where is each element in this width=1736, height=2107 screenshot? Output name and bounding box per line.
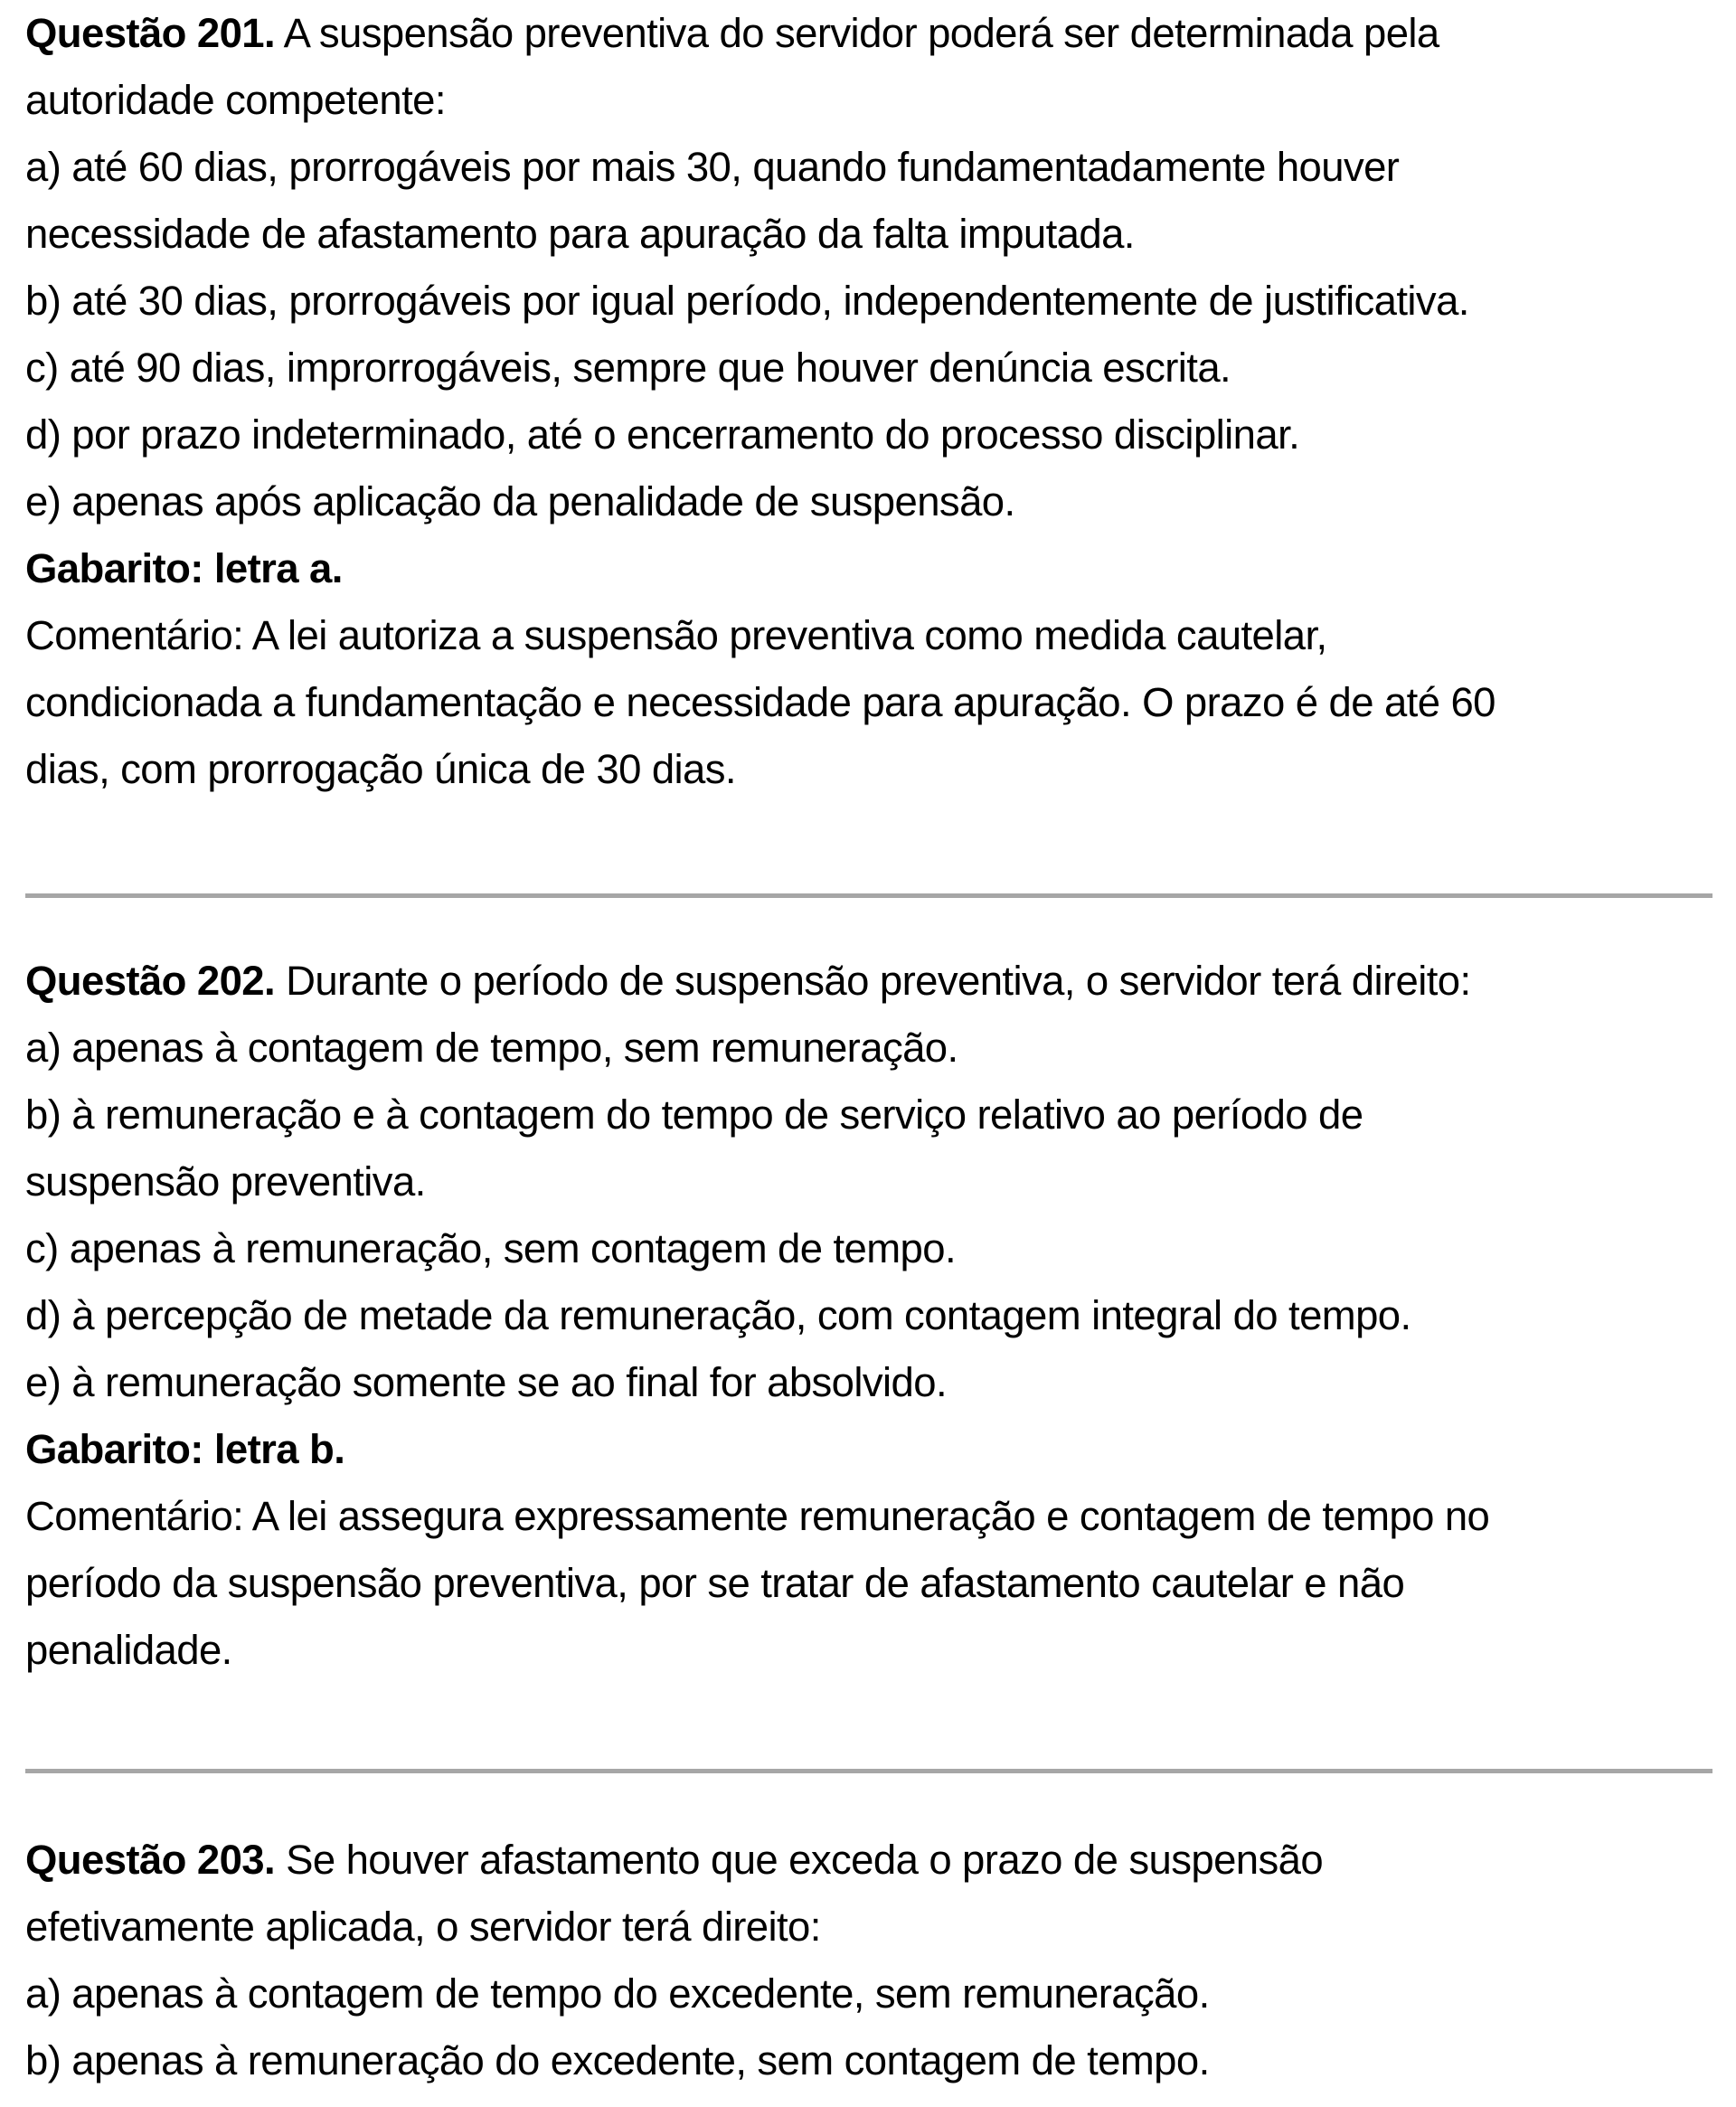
option-line: a) apenas à contagem de tempo, sem remuneração. [25, 1025, 958, 1071]
comment-line: Comentário: A lei assegura expressamente remuneração e contagem de tempo no [25, 1493, 1490, 1539]
answer-key: Gabarito: letra b. [25, 1426, 345, 1472]
question-number: Questão 203. [25, 1837, 276, 1883]
comment-line: período da suspensão preventiva, por se tratar de afastamento cautelar e não [25, 1560, 1405, 1606]
question-stem-line [25, 948, 1716, 1015]
option-line: b) à remuneração e à contagem do tempo de serviço relativo ao período de [25, 1091, 1363, 1138]
question-201 [25, 0, 1716, 803]
question-stem-line: autoridade competente: [25, 77, 446, 123]
comment-line: penalidade. [25, 1627, 232, 1673]
answer-key: Gabarito: letra a. [25, 545, 343, 591]
question-stem-line [25, 1827, 1716, 1894]
option-line: d) por prazo indeterminado, até o encerramento do processo disciplinar. [25, 411, 1300, 458]
option-line: e) à remuneração somente se ao final for absolvido. [25, 1359, 948, 1405]
section-divider [25, 893, 1712, 898]
option-line: c) até 90 dias, improrrogáveis, sempre que houver denúncia escrita. [25, 345, 1231, 391]
option-line: necessidade de afastamento para apuração da falta imputada. [25, 211, 1135, 257]
option-line: e) apenas após aplicação da penalidade de suspensão. [25, 478, 1015, 524]
option-line: d) à percepção de metade da remuneração, com contagem integral do tempo. [25, 1292, 1411, 1338]
option-line: b) apenas à remuneração do excedente, sem contagem de tempo. [25, 2037, 1210, 2083]
option-line: a) apenas à contagem de tempo do excedente, sem remuneração. [25, 1970, 1210, 2017]
option-line: b) até 30 dias, prorrogáveis por igual período, independentemente de justificativa. [25, 278, 1469, 324]
comment-line: dias, com prorrogação única de 30 dias. [25, 746, 736, 792]
comment-line: condicionada a fundamentação e necessidade para apuração. O prazo é de até 60 [25, 679, 1495, 725]
question-202 [25, 948, 1716, 1684]
option-line: c) apenas à remuneração, sem contagem de tempo. [25, 1225, 956, 1271]
question-203 [25, 1827, 1716, 2094]
question-stem-line [25, 0, 1716, 67]
question-number: Questão 202. [25, 958, 276, 1004]
option-line: suspensão preventiva. [25, 1158, 426, 1205]
question-stem-text: A suspensão preventiva do servidor poderá ser determinada pela [283, 10, 1439, 56]
section-divider [25, 1769, 1712, 1773]
question-stem-line: efetivamente aplicada, o servidor terá direito: [25, 1904, 821, 1950]
question-number: Questão 201. [25, 10, 276, 56]
question-stem-text: Se houver afastamento que exceda o prazo de suspensão [286, 1837, 1324, 1883]
comment-line: Comentário: A lei autoriza a suspensão preventiva como medida cautelar, [25, 612, 1327, 658]
question-stem-text: Durante o período de suspensão preventiva, o servidor terá direito: [286, 958, 1471, 1004]
option-line: a) até 60 dias, prorrogáveis por mais 30, quando fundamentadamente houver [25, 144, 1400, 190]
